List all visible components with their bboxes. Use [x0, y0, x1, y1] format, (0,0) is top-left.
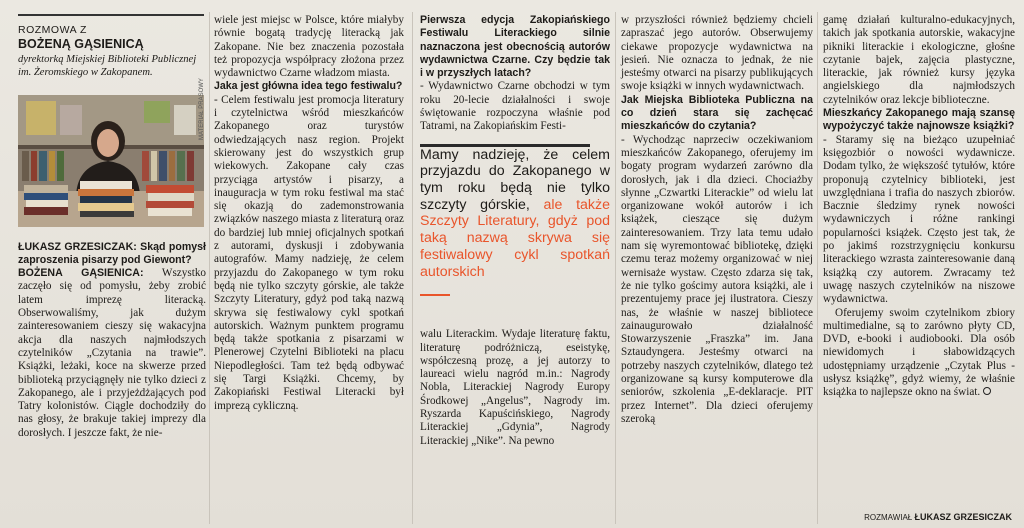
answer-3: - Wydawnictwo Czarne obchodzi w tym roku 20-lecie działalności i swoje świętowanie rozpoczyna właśnie pod Tatrami, na Zakopiańskim Festi-: [420, 80, 610, 133]
column-rule: [817, 12, 818, 524]
paragraph-final-text: Oferujemy swoim czytelnikom zbiory multimedialne, są to zarówno płyty CD, DVD, e-booki i audiobooki. Dla osób niewidomych i słabowidzących udostępniamy urządzenie „Czytak Plus - usłysz książkę”, gdyż wiemy, że właśnie książka to najlepsze okno na świat.: [823, 306, 1015, 399]
kicker-rule: [18, 14, 204, 16]
column-3: [420, 14, 610, 448]
column-5: [823, 14, 1015, 400]
pull-quote-text: Mamy nadzieję, że celem przyjazdu do Zakopanego w tym roku będą nie tylko szczyty górskie,: [420, 146, 610, 213]
answer-5: - Staramy się na bieżąco uzupełniać księgozbiór o nowości wydawnicze. Dodam tylko, że większość tytułów, które proponują czytelnicy biblioteki, jest uwzględniana i trafia do naszych zbiorów. Bacznie śledzimy rynek nowości wydawniczych i różne rankingi popularności książek. Często jest tak, że po jakimś rozstrzygnięciu konkursu literackiego wzrasta zainteresowanie daną książką czy autorem. Zwracamy też uwagę naszych czytelników na niszowe wydawnictwa.: [823, 133, 1015, 306]
column-rule: [412, 12, 413, 524]
interviewer-name: ŁUKASZ GRZESICZAK:: [18, 240, 137, 253]
pull-quote: [420, 147, 610, 281]
interviewee-name: BOŻENA GĄSIENICA:: [18, 267, 144, 280]
photo-credit: MATERIAŁ PRASOWY: [199, 78, 205, 140]
kicker: ROZMOWA Z: [18, 24, 87, 36]
answer-1: Wszystko zaczęło się od pomysłu, żeby zrobić latem imprezę literacką. Obserwowaliśmy, jak dużym zainteresowaniem cieszy się wakacyjna akcja dla naszych najmłodszych czytelników „Czytania na trawie”. Książki, leżaki, koce na skwerze przed biblioteką przyciągnęły nie tylko dzieci z Zakopanego, ale i przyjeżdżających pod Tatry kolonistów. Ciągle dochodziły do nas głosy, że brakuje takiej imprezy dla dorosłych. I jeszcze fakt, że nie-: [18, 267, 207, 439]
byline-name: ŁUKASZ GRZESICZAK: [914, 512, 1012, 522]
column-1: [18, 14, 206, 440]
pull-quote-end-rule: [420, 294, 450, 296]
portrait-illustration: [18, 95, 204, 227]
person-description: dyrektorką Miejskiej Biblioteki Publicznej im. Żeromskiego w Zakopanem.: [18, 53, 197, 78]
column-rule: [615, 12, 616, 524]
paragraph: walu Literackim. Wydaje literaturę faktu, literaturę podróżniczą, eseistykę, współczesną prozę, a jej autorzy to laureaci wielu nagród m.in.: Nagrody Nobla, Literackiej Nagrody Europy Środkowej „Angelus”, Nagrody im. Ryszarda Kapuścińskiego, Nagrody Literackiej „Gdynia”, Nagrody Literackiej „Nike”. Na pewno: [420, 328, 610, 447]
question-2: Jaka jest główna idea tego festiwalu?: [214, 80, 403, 93]
portrait-photo: [18, 95, 204, 227]
paragraph-final: [823, 307, 1015, 400]
byline: [864, 512, 1012, 522]
paragraph: wiele jest miejsc w Polsce, które miałyby równie bogatą tradycję literacką jak Zakopane. Nie bez znaczenia pozostała też propozycja współpracy złożona przez wydawnictwo Czarne władzom miasta.: [214, 14, 404, 80]
end-mark-icon: [983, 387, 991, 395]
question-1: Skąd pomysł zaproszenia pisarzy pod Giewont?: [18, 240, 206, 266]
column-4: [621, 14, 813, 426]
question-3: Pierwsza edycja Zakopiańskiego Festiwalu Literackiego silnie naznaczona jest obecnością autorów wydawnictwa Czarne. Czy będzie tak i w przyszłych latach?: [420, 14, 610, 80]
question-5: Mieszkańcy Zakopanego mają szansę wypożyczyć także najnowsze książki?: [823, 107, 1015, 133]
person-name: BOŻENĄ GĄSIENICĄ: [18, 37, 144, 52]
column-rule: [209, 12, 210, 524]
question-4: Jak Miejska Biblioteka Publiczna na co dzień stara się zachęcać mieszkańców do czytania?: [621, 93, 813, 133]
paragraph: w przyszłości również będziemy chcieli zapraszać jego autorów. Obserwujemy ciekawe propozycje wydawnictwa na jesień. Nie oznacza to jednak, że nie jesteśmy otwarci na pisarzy publikujących swoje książki w innych wydawnictwach.: [621, 14, 813, 93]
answer-2: - Celem festiwalu jest promocja literatury i czytelnictwa wśród mieszkańców Zakopanego oraz turystów odwiedzających nasz region. Projekt skierowany jest do wszystkich grup wiekowych. Zakopane cały czas przyciąga artystów i pisarzy, a inauguracja w tym roku festiwal ma stać się okazją do zademonstrowania związków naszego miasta z literaturą oraz do bardziej lub mniej oficjalnych spotkań z autorami, dyskusji i zdobywania autografów. Mamy nadzieję, że celem przyjazdu do Zakopanego w tym roku będą nie tylko szczyty górskie, ale także Szczyty Literatury, gdyż pod taką nazwą skrywa się festiwalowy cykl spotkań autorskich. Ważnym punktem programu będą także spotkania z pisarzami w Plenerowej Czytelni Biblioteki na placu Niepodległości. Tam też będą odbywać się Targi Książki. Chcemy, by Zakopiański Festiwal Literacki był imprezą cykliczną.: [214, 93, 404, 412]
pull-quote-highlight: ale także Szczyty Literatury, gdyż pod taką nazwą skrywa się festiwalowy cykl spotkań autorskich: [420, 196, 610, 280]
column-2: [214, 14, 404, 413]
answer-4: - Wychodząc naprzeciw oczekiwaniom mieszkańców Zakopanego, oferujemy im bogaty program wydarzeń zarówno dla dorosłych, jak i dla dzieci. Chociażby słynne „Czwartki Literackie” od wielu lat organizowane wokół autorów i ich książek, cieszące się dużym zainteresowaniem. Trzy lata temu udało nam się wyremontować bibliotekę, dzięki czemu teraz możemy organizować w niej wernisaże wystaw. Często zdarza się tak, że nie tylko gościmy autora książki, ale i prezentujemy prace jej ilustratora. Cieszy nas, że właśnie w naszej bibliotece zainaugurowało działalność Stowarzyszenie „Fraszka” im. Jana Sztaudyngera. Jesteśmy otwarci na potrzeby naszych czytelników, dlatego też organizowane są kursy komputerowe dla seniorów, szkolenia „E-deklaracje. PIT przez Internet”. Dla dzieci oferujemy szeroką: [621, 133, 813, 425]
paragraph: gamę działań kulturalno-edukacyjnych, takich jak spotkania autorskie, wakacyjne pikniki literackie i ekologiczne, głośne czytanie bajek, zajęcia plastyczne, literackie, jak również kursy języka angielskiego dla najmłodszych czytelników oraz lekcje biblioteczne.: [823, 14, 1015, 106]
byline-label: ROZMAWIAŁ: [864, 513, 913, 522]
